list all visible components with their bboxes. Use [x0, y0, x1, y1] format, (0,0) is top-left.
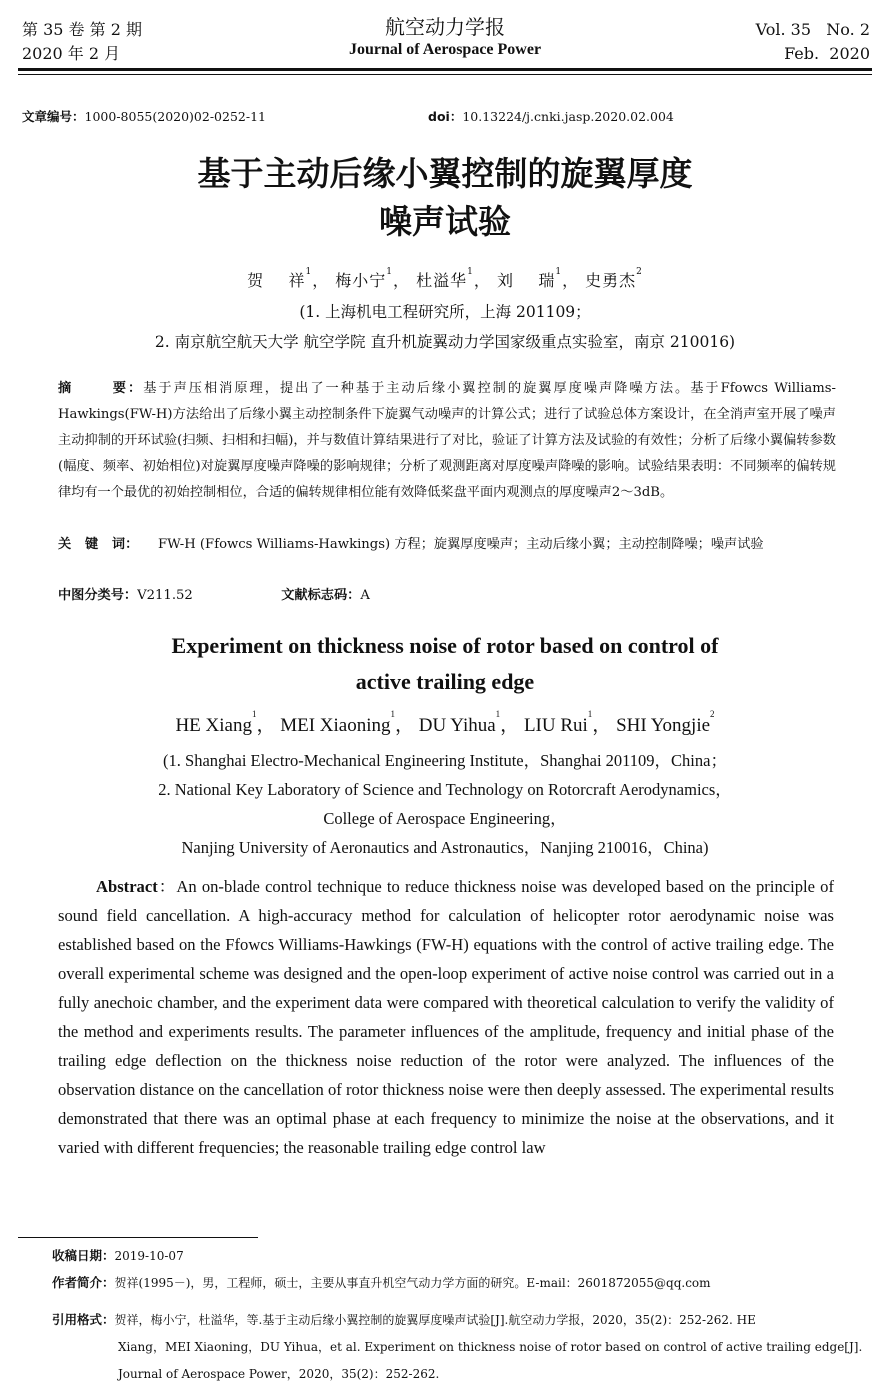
author-cn [335, 267, 394, 290]
article-number-label: 文章编号： [22, 109, 85, 124]
title-en-line-1: Experiment on thickness noise of rotor based on control of [171, 633, 719, 658]
clc-value: V211.52 [137, 588, 193, 603]
citation-line-3: Journal of Aerospace Power，2020，35(2)：252-262. [118, 1367, 440, 1381]
author-en [616, 709, 715, 736]
classification [58, 586, 370, 606]
journal-name-cn: 航空动力学报 [385, 15, 505, 39]
author-en [175, 709, 257, 736]
citation-label: 引用格式： [52, 1312, 115, 1327]
authors-cn: 贺 祥$^1$， 梅小宁$^1$， 杜溢华$^1$， 刘 瑞$^1$， 史勇杰$^2$ [247, 267, 643, 290]
author-cn-name: 杜溢华 [416, 271, 468, 290]
doi-value: 10.13224/j.cnki.jasp.2020.02.004 [462, 109, 674, 124]
author-cn-name: 史勇杰 [585, 271, 637, 290]
received-date [52, 1242, 872, 1270]
affiliation-en-3: College of Aerospace Engineering， [323, 809, 567, 828]
author-en-sup: 1 [587, 709, 593, 719]
author-cn-sup: 1 [467, 267, 474, 277]
author-cn-sup: 1 [555, 267, 563, 277]
author-en-name: LIU Rui [523, 715, 588, 736]
citation-line-2: Xiang，MEI Xiaoning，DU Yihua，et al. Experiment on thickness noise of rotor based on control of active trailing edge[J]. [118, 1340, 863, 1354]
title-en-line-2: active trailing edge [355, 669, 535, 694]
author-cn [247, 267, 313, 290]
abstract-en-text: ：An on-blade control technique to reduce thickness noise was developed based on the principle of sound field cancellation. A high-accuracy method for calculation of helicopter rotor aerodynamic noise was established based on the Ffowcs Williams-Hawkings (FW-H) equations with the control of active trailing edge. The overall experimental scheme was designed and the open-loop experiment of active noise control was carried out in a fully anechoic chamber, and the experiment data were compared with theoretical calculation to verify the validity of the method and experiments results. The parameter influences of the amplitude, frequency and initial phase of the trailing edge deflection on the thickness noise reduction of the rotor were analyzed. The influences of the observation distance on the cancellation of rotor thickness noise were then deeply assessed. The experimental results demonstrated that there was an optimal phase at each frequency to minimize the noise at the observations, and it varied with different frequencies; the reasonable trailing edge control law [58, 877, 834, 1157]
abstract-cn [58, 376, 836, 506]
keywords-cn-text: FW-H (Ffowcs Williams-Hawkings) 方程；旋翼厚度噪声；主动后缘小翼；主动控制降噪；噪声试验 [158, 537, 764, 552]
author-en-sup: 1 [251, 709, 257, 719]
author-cn-name: 贺 祥 [247, 271, 306, 290]
author-cn-sup: 1 [386, 267, 394, 277]
volume-en: Vol. 35 No. 2 [755, 20, 870, 39]
abstract-cn-text: 基于声压相消原理，提出了一种基于主动后缘小翼控制的旋翼厚度噪声降噪方法。基于Ffowcs Williams-Hawkings(FW-H)方法给出了后缘小翼主动控制条件下旋翼气动噪声的计算公式；进行了试验总体方案设计，在全消声室开展了噪声主动抑制的开环试验(扫频、扫相和扫幅)，并与数值计算结果进行了对比，验证了计算方法及试验的有效性；分析了后缘小翼偏转参数(幅度、频率、初始相位)对旋翼厚度噪声降噪的影响规律；分析了观测距离对厚度噪声降噪的影响。试验结果表明：不同频率的偏转规律均有一个最优的初始控制相位，合适的偏转规律相位能有效降低桨盘平面内观测点的厚度噪声2～3dB。 [58, 381, 837, 500]
header-rule-thick [18, 68, 872, 71]
author-cn-sup: 1 [305, 267, 313, 277]
authors-en: HE Xiang$^1$， MEI Xiaoning$^1$， DU Yihua$^1$， LIU Rui$^1$， SHI Yongjie$^2$ [175, 709, 715, 736]
abstract-en-label: Abstract [96, 877, 158, 896]
author-en-sup: 1 [495, 709, 501, 719]
author-cn [416, 267, 474, 290]
issue-info-en [756, 18, 870, 66]
title-en [0, 628, 890, 700]
footnote-rule [18, 1237, 258, 1238]
author-cn-name: 梅小宁 [335, 271, 387, 290]
author-en [280, 709, 396, 736]
citation-line-1: 贺祥，梅小宁，杜溢华，等.基于主动后缘小翼控制的旋翼厚度噪声试验[J].航空动力学报，2020，35(2)：252-262. HE [114, 1313, 756, 1327]
doi [428, 108, 674, 126]
keywords-cn-label: 关 键 词： [58, 537, 139, 552]
author-bio-text: 贺祥(1995－)，男，工程师，硕士，主要从事直升机空气动力学方面的研究。E-mail：2601872055@qq.com [114, 1276, 711, 1290]
received-label: 收稿日期： [52, 1248, 115, 1263]
citation [52, 1306, 872, 1388]
author-bio-label: 作者简介： [52, 1275, 115, 1290]
journal-name-en: Journal of Aerospace Power [348, 41, 542, 58]
title-cn-line-2: 噪声试验 [379, 202, 511, 241]
author-en [523, 709, 593, 736]
article-number-value: 1000-8055(2020)02-0252-11 [84, 109, 266, 124]
author-en-name: SHI Yongjie [616, 715, 711, 736]
affiliation-en-2: 2. National Key Laboratory of Science and Technology on Rotorcraft Aerodynamics， [158, 780, 732, 799]
doc-code-label: 文献标志码： [281, 588, 361, 603]
author-cn [496, 267, 563, 290]
article-number [22, 108, 266, 126]
header-rule-thin [18, 74, 872, 75]
abstract-en [58, 872, 834, 1162]
author-bio [52, 1269, 872, 1297]
affiliation-en-1: (1. Shanghai Electro-Mechanical Engineering Institute，Shanghai 201109，China； [163, 751, 727, 770]
keywords-cn [58, 532, 848, 558]
doc-code-value: A [360, 588, 370, 603]
title-cn [0, 150, 890, 246]
author-en-sup: 2 [710, 709, 715, 719]
author-en-name: DU Yihua [418, 715, 496, 736]
author-en [418, 709, 501, 736]
affiliation-en-4: Nanjing University of Aeronautics and Astronautics，Nanjing 210016，China) [181, 838, 709, 857]
abstract-cn-label: 摘 要： [58, 381, 144, 396]
date-cn: 2020 年 2 月 [22, 44, 121, 63]
author-cn [585, 267, 643, 290]
author-en-name: MEI Xiaoning [280, 715, 391, 736]
author-en-name: HE Xiang [175, 715, 252, 736]
affiliation-cn-1: (1. 上海机电工程研究所，上海 201109； [299, 303, 591, 321]
doi-label: doi： [428, 109, 463, 124]
author-cn-sup: 2 [636, 267, 643, 277]
date-en: Feb. 2020 [784, 44, 870, 63]
author-cn-name: 刘 瑞 [496, 271, 556, 290]
issue-cn: 第 35 卷 第 2 期 [22, 20, 142, 39]
clc-label: 中图分类号： [58, 588, 138, 603]
author-en-sup: 1 [390, 709, 396, 719]
received-value: 2019-10-07 [114, 1249, 184, 1263]
title-cn-line-1: 基于主动后缘小翼控制的旋翼厚度 [197, 154, 693, 193]
affiliation-cn-2: 2. 南京航空航天大学 航空学院 直升机旋翼动力学国家级重点实验室，南京 210016) [154, 333, 736, 351]
